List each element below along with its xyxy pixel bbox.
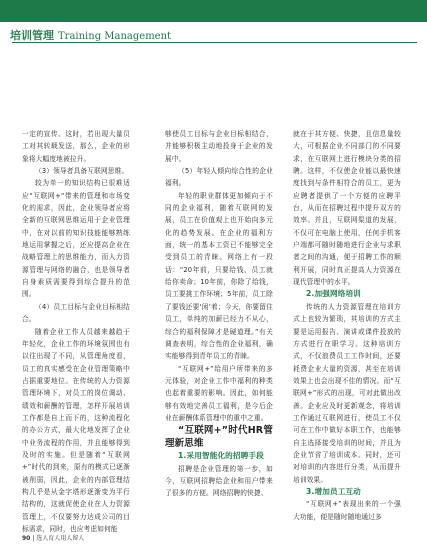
paragraph: 就在于其方便、快捷，且信息量较大，可根据企业不同部门的不同要求，在互联网上进行模块分类的招聘。这样，不仅使企业能以最快速度找到与条件相符合的员工，更为应聘者提供了一个方便的应聘平台，从而在招聘过程中提升双方的效率。并且，互联网渠道的发展，不仅可在电脑上使用，任何手机客户端都可随时随地进行企业与求职者之间的沟通，便于招聘工作的顺利开展，同时真正提高人力资源在现代管理中的水平。 — [293, 130, 401, 287]
subsection-heading: 3.增加员工互动 — [306, 486, 361, 496]
section-title — [10, 27, 171, 43]
section-divider — [12, 42, 417, 43]
paragraph: （5）年轻人倾向综合性的企业福利。 — [165, 167, 273, 188]
paragraph: 传统的人力资源管理在培训方式上也较为繁琐，其培训的方式主要是运用报告、演讲或课件投放的方式进行在职学习。这种培训方式，不仅浪费员工工作时间，还要耗费企业大量的资源，甚至在培训效果上也会出现不佳的情况。而“互联网+”形式的出现，可对此做出改善。企业应及时更新观念，将培训工作通过互联网进行，使员工不仅可在工作中做好本职工作，也能够自主选择接受培训的时间，并且为企业节省了培训成本。同时，还可对培训的内容进行分类，从而提升培训效果。 — [293, 302, 401, 484]
section-title-en: Training Management — [58, 31, 172, 42]
paragraph: （3）领导者具备互联网思维。 — [35, 167, 129, 176]
paragraph: 招聘是企业管理的第一步，如今，互联网招聘给企业和用户带来了很多的方便。网络招聘的快捷、 — [165, 464, 273, 498]
paragraph: （4）员工目标与企业目标相结合。 — [22, 302, 130, 324]
paragraph: 较为单一的知识结构已很难适应“互联网+”带来的管理和市场变化的需求，因此，企业领导者应将全新的互联网思维运用于企业管理中，在对以前的知识技能能够熟练地运用掌握之后，还应提高企业在战略管理上的思维能力，而人力资源管理与网络的融合，也是领导者自身素质需要得到综合提升的范围。 — [22, 179, 130, 299]
page-footer — [22, 533, 84, 542]
paragraph: 年轻的职业群体更加倾向于不同的企业福利，随着互联网的发展，员工在价值观上也开始向多元化的趋势发展。在企业的福利方面，统一的基本工资已不能够完全受到员工的青睐。网络上有一段话：“20年前，只要给钱，员工就给你卖命；10年前，你除了给钱，员工要挑工作环境；5年前，员工除了要钱还要‘闲’着；今天，你要留住员工，单纯的加薪已经力不从心，综合的福利保障才是硬道理。”有关调查表明，综合性的企业福利，确实能够得到青年员工的青睐。 — [165, 191, 273, 361]
page-number: 90 — [22, 535, 31, 542]
paragraph: 一定的宣传。这时，若出现大量员工对其转载发送，那么，企业的形象将大幅度地被拉升。 — [22, 130, 130, 163]
header-bar — [0, 0, 427, 22]
section-heading: “互联网+”时代HR管理新思维 — [165, 425, 273, 450]
subsection-heading: 2.加强网络培训 — [306, 289, 361, 299]
column-1 — [22, 128, 130, 535]
paragraph: “互联网+”给用户所带来的多元体验，对企业工作中福利的种类也起着重要的影响。因此，如何能够有效地完善员工福利，是今后企业在薪酬体系管理中的重中之重。 — [165, 364, 273, 422]
section-title-cn: 培训管理 — [10, 29, 54, 42]
paragraph: 随着企业工作人员越来越趋于年轻化，企业工作的环境氛围也有以往出现了不同，从管理角度看，员工的真实感受在企业管理策略中占据重要地位。在传统的人力资源管理环境下，对员工的岗位调动、绩效和薪酬的管理，怎样开展培训工作都是自上而下的，这种流程化的办公方式，最大化地发挥了企业中业务流程的作用，并且能够得到及时的实施。但是随着“互联网+”时代的到来，原有的模式已逐渐被削弱，因此，企业的内部管理结构几乎是从金字塔形逐渐变为平行结构的，这就促使企业在人力资源管理上，不仅要努力达成公司的目标需求，同时，也应考虑如何能 — [22, 327, 130, 533]
paragraph: 够使员工目标与企业目标相结合，并能够积极主动地投身于企业的发展中。 — [165, 130, 273, 163]
column-2 — [165, 128, 273, 500]
column-3 — [293, 128, 401, 523]
subsection-heading: 1.采用智能化的招聘手段 — [178, 451, 264, 461]
footer-separator: | — [32, 535, 35, 542]
publication-name: 选人育人用人留人 — [36, 535, 85, 542]
paragraph: “互联网+”表现出来的一个强大功能，便是随时随地通过多 — [293, 500, 401, 521]
